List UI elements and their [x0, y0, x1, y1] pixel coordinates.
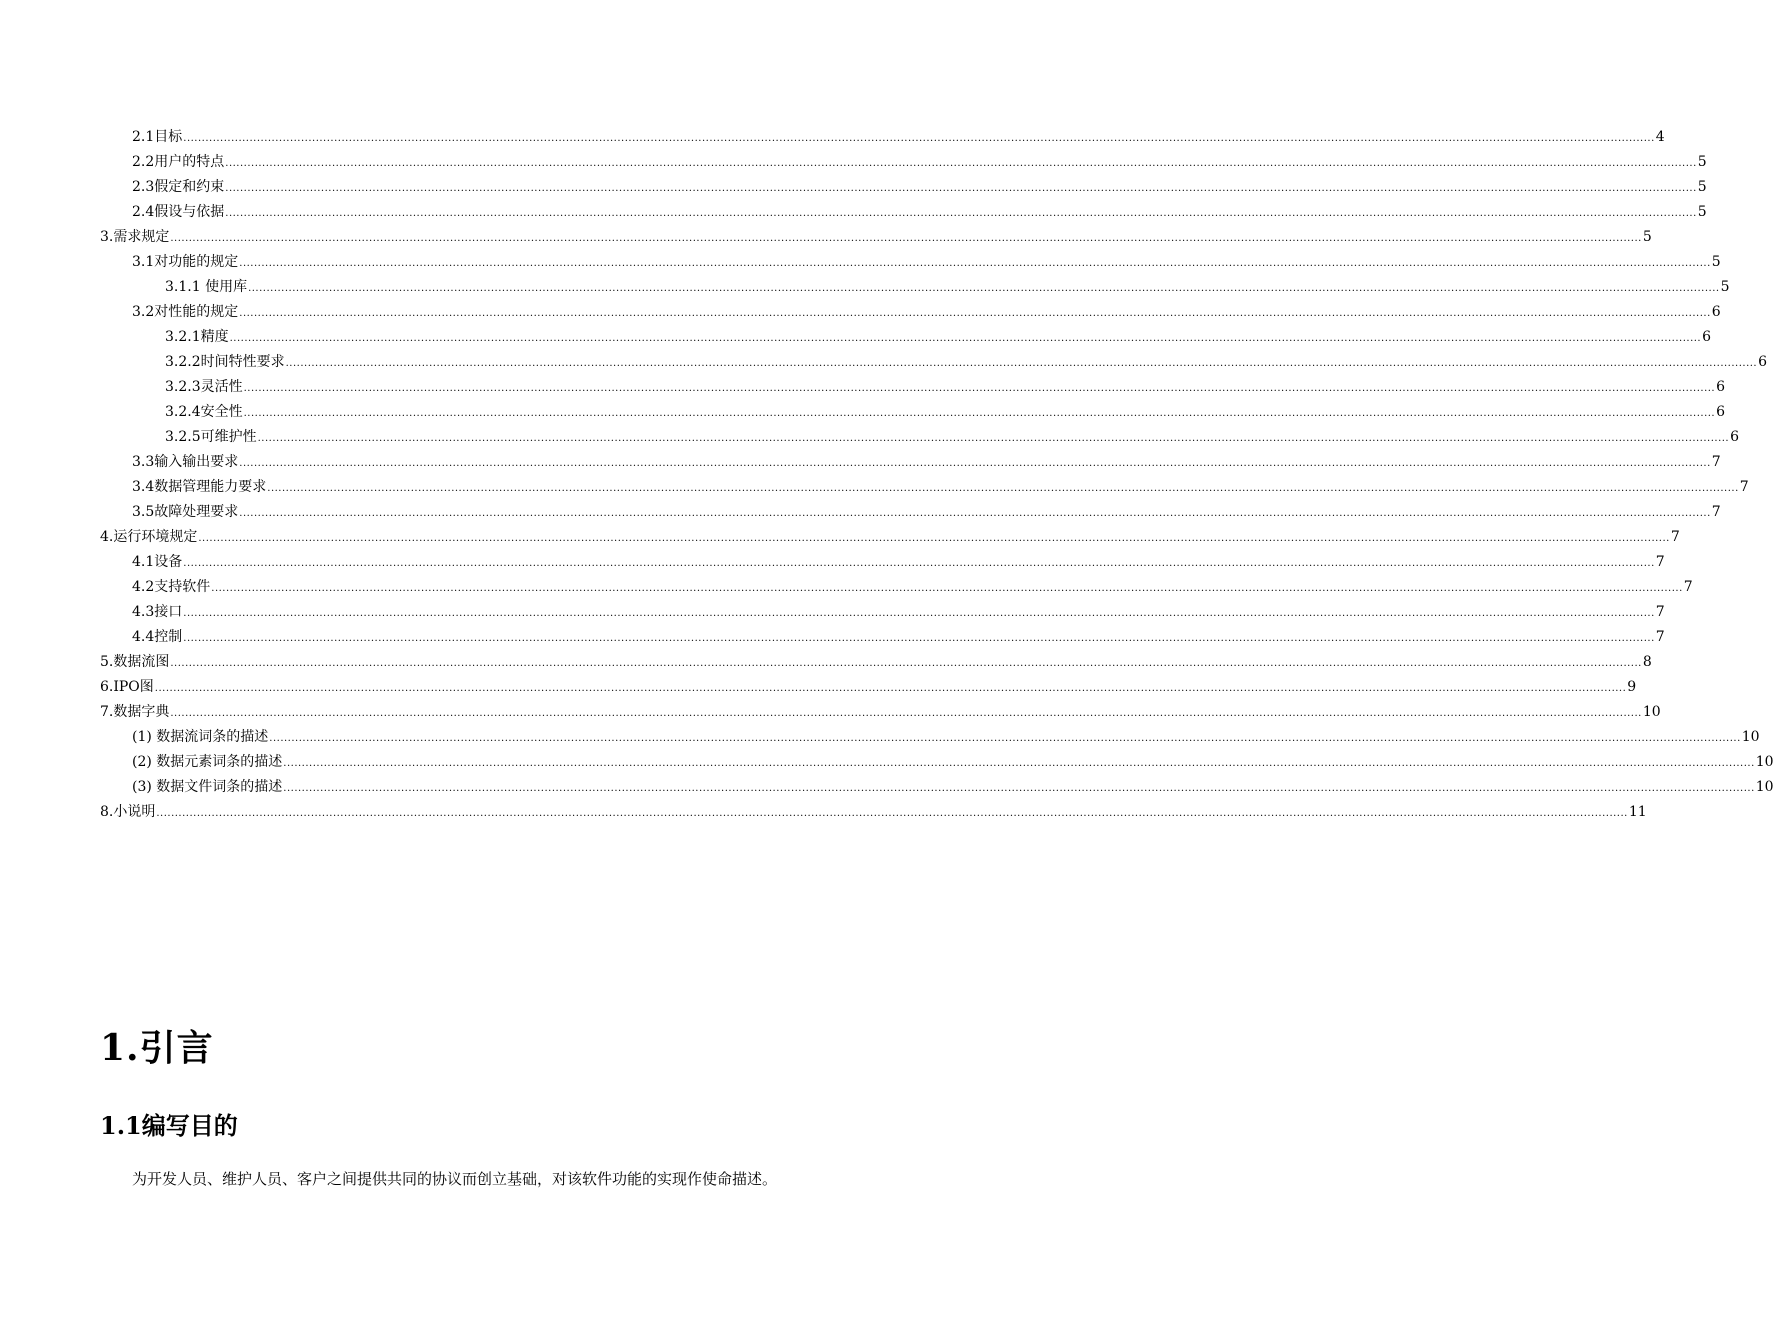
toc-entry[interactable] — [132, 125, 1665, 150]
toc-leader-dots: ................................................................................................................................................................................................................................................................................................................................................................................................................ — [239, 458, 1711, 469]
toc-entry-page: 5 — [1697, 179, 1707, 195]
toc-entry-label: 3.5故障处理要求 — [132, 504, 239, 520]
toc-entry-label: 3.2.4安全性 — [165, 404, 243, 420]
toc-leader-dots: ................................................................................................................................................................................................................................................................................................................................................................................................................ — [269, 733, 1741, 744]
toc-entry-label: 6.IPO图 — [100, 679, 154, 695]
toc-entry-page: 6 — [1716, 404, 1726, 420]
toc-entry-page: 6 — [1702, 329, 1712, 345]
toc-leader-dots: ................................................................................................................................................................................................................................................................................................................................................................................................................ — [156, 808, 1628, 819]
toc-entry[interactable] — [165, 325, 1712, 350]
toc-entry-page: 7 — [1655, 554, 1665, 570]
toc-entry-page: 5 — [1697, 204, 1707, 220]
toc-entry-page: 5 — [1720, 279, 1730, 295]
toc-entry-label: 3.2.1精度 — [165, 329, 229, 345]
toc-entry-label: 2.2用户的特点 — [132, 154, 225, 170]
toc-entry[interactable] — [132, 575, 1693, 600]
toc-entry-page: 10 — [1755, 754, 1774, 770]
toc-leader-dots: ................................................................................................................................................................................................................................................................................................................................................................................................................ — [257, 433, 1730, 444]
toc-leader-dots: ................................................................................................................................................................................................................................................................................................................................................................................................................ — [229, 333, 1702, 344]
toc-entry-label: 3.1.1 使用库 — [165, 279, 248, 295]
toc-leader-dots: ................................................................................................................................................................................................................................................................................................................................................................................................................ — [225, 158, 1697, 169]
toc-leader-dots: ................................................................................................................................................................................................................................................................................................................................................................................................................ — [239, 508, 1711, 519]
toc-leader-dots: ................................................................................................................................................................................................................................................................................................................................................................................................................ — [243, 383, 1716, 394]
toc-leader-dots: ................................................................................................................................................................................................................................................................................................................................................................................................................ — [239, 308, 1711, 319]
toc-entry-label: 2.3假定和约束 — [132, 179, 225, 195]
toc-leader-dots: ................................................................................................................................................................................................................................................................................................................................................................................................................ — [170, 708, 1642, 719]
toc-entry-page: 10 — [1642, 704, 1661, 720]
toc-entry-label: 3.1对功能的规定 — [132, 254, 239, 270]
toc-entry-label: 4.4控制 — [132, 629, 183, 645]
toc-entry-label: 4.2支持软件 — [132, 579, 211, 595]
toc-entry-page: 6 — [1730, 429, 1740, 445]
toc-entry[interactable] — [100, 700, 1661, 725]
toc-leader-dots: ................................................................................................................................................................................................................................................................................................................................................................................................................ — [248, 283, 1720, 294]
toc-leader-dots: ................................................................................................................................................................................................................................................................................................................................................................................................................ — [183, 133, 1655, 144]
toc-entry-label: 4.1设备 — [132, 554, 183, 570]
toc-entry[interactable] — [165, 400, 1726, 425]
toc-entry[interactable] — [165, 375, 1726, 400]
toc-entry[interactable] — [100, 675, 1637, 700]
toc-entry-page: 4 — [1655, 129, 1665, 145]
toc-entry-page: 5 — [1711, 254, 1721, 270]
toc-entry-label: 4.3接口 — [132, 604, 183, 620]
toc-entry-page: 7 — [1670, 529, 1680, 545]
toc-entry-label: 3.需求规定 — [100, 229, 170, 245]
toc-entry[interactable] — [132, 725, 1760, 750]
toc-entry[interactable] — [132, 150, 1707, 175]
toc-entry-label: (2) 数据元素词条的描述 — [132, 754, 283, 770]
toc-leader-dots: ................................................................................................................................................................................................................................................................................................................................................................................................................ — [211, 583, 1683, 594]
toc-entry[interactable] — [165, 425, 1740, 450]
purpose-paragraph: 为开发人员、维护人员、客户之间提供共同的协议而创立基础，对该软件功能的实现作使命描述。 — [132, 1170, 778, 1188]
toc-entry[interactable] — [165, 350, 1768, 375]
toc-leader-dots: ................................................................................................................................................................................................................................................................................................................................................................................................................ — [183, 633, 1655, 644]
toc-entry-page: 7 — [1711, 454, 1721, 470]
toc-entry[interactable] — [132, 300, 1721, 325]
toc-entry-page: 5 — [1697, 154, 1707, 170]
toc-leader-dots: ................................................................................................................................................................................................................................................................................................................................................................................................................ — [285, 358, 1758, 369]
heading-introduction: 1.引言 — [100, 1027, 214, 1069]
toc-entry-label: 2.4假设与依据 — [132, 204, 225, 220]
toc-entry-label: (3) 数据文件词条的描述 — [132, 779, 283, 795]
toc-entry-label: 2.1目标 — [132, 129, 183, 145]
toc-entry[interactable] — [165, 275, 1730, 300]
toc-entry-page: 9 — [1627, 679, 1637, 695]
toc-entry[interactable] — [100, 800, 1647, 825]
toc-entry-label: 5.数据流图 — [100, 654, 170, 670]
toc-leader-dots: ................................................................................................................................................................................................................................................................................................................................................................................................................ — [183, 558, 1655, 569]
toc-entry[interactable] — [132, 175, 1707, 200]
heading-purpose: 1.1编写目的 — [100, 1111, 238, 1140]
toc-entry-page: 11 — [1628, 804, 1647, 820]
toc-entry[interactable] — [132, 600, 1665, 625]
toc-entry-label: 8.小说明 — [100, 804, 156, 820]
toc-leader-dots: ................................................................................................................................................................................................................................................................................................................................................................................................................ — [183, 608, 1655, 619]
toc-entry-page: 6 — [1716, 379, 1726, 395]
toc-entry[interactable] — [100, 525, 1680, 550]
toc-entry-label: (1) 数据流词条的描述 — [132, 729, 269, 745]
toc-entry[interactable] — [132, 500, 1721, 525]
toc-leader-dots: ................................................................................................................................................................................................................................................................................................................................................................................................................ — [283, 783, 1755, 794]
toc-entry-label: 4.运行环境规定 — [100, 529, 198, 545]
toc-leader-dots: ................................................................................................................................................................................................................................................................................................................................................................................................................ — [170, 233, 1642, 244]
toc-leader-dots: ................................................................................................................................................................................................................................................................................................................................................................................................................ — [170, 658, 1642, 669]
toc-entry-page: 8 — [1642, 654, 1652, 670]
toc-entry-page: 5 — [1642, 229, 1652, 245]
toc-entry-label: 7.数据字典 — [100, 704, 170, 720]
toc-entry[interactable] — [132, 475, 1749, 500]
toc-entry-label: 3.3输入输出要求 — [132, 454, 239, 470]
toc-entry-page: 7 — [1739, 479, 1749, 495]
toc-entry-label: 3.2.5可维护性 — [165, 429, 257, 445]
toc-entry[interactable] — [132, 450, 1721, 475]
toc-entry[interactable] — [132, 250, 1721, 275]
toc-entry[interactable] — [100, 650, 1652, 675]
toc-entry-page: 7 — [1683, 579, 1693, 595]
toc-leader-dots: ................................................................................................................................................................................................................................................................................................................................................................................................................ — [225, 183, 1697, 194]
toc-entry-page: 10 — [1755, 779, 1774, 795]
toc-entry[interactable] — [132, 775, 1774, 800]
toc-entry[interactable] — [132, 550, 1665, 575]
toc-entry-label: 3.2对性能的规定 — [132, 304, 239, 320]
toc-entry[interactable] — [100, 225, 1652, 250]
toc-entry[interactable] — [132, 200, 1707, 225]
toc-leader-dots: ................................................................................................................................................................................................................................................................................................................................................................................................................ — [267, 483, 1739, 494]
toc-entry-label: 3.2.3灵活性 — [165, 379, 243, 395]
toc-leader-dots: ................................................................................................................................................................................................................................................................................................................................................................................................................ — [283, 758, 1755, 769]
toc-entry[interactable] — [132, 625, 1665, 650]
toc-entry-page: 7 — [1655, 604, 1665, 620]
toc-entry-page: 7 — [1655, 629, 1665, 645]
toc-leader-dots: ................................................................................................................................................................................................................................................................................................................................................................................................................ — [243, 408, 1716, 419]
toc-entry-page: 10 — [1741, 729, 1760, 745]
toc-entry-page: 6 — [1758, 354, 1768, 370]
toc-entry-page: 7 — [1711, 504, 1721, 520]
toc-entry-label: 3.4数据管理能力要求 — [132, 479, 267, 495]
toc-entry-page: 6 — [1711, 304, 1721, 320]
toc-leader-dots: ................................................................................................................................................................................................................................................................................................................................................................................................................ — [154, 683, 1627, 694]
toc-entry-label: 3.2.2时间特性要求 — [165, 354, 285, 370]
toc-leader-dots: ................................................................................................................................................................................................................................................................................................................................................................................................................ — [239, 258, 1711, 269]
toc-entry[interactable] — [132, 750, 1774, 775]
toc-leader-dots: ................................................................................................................................................................................................................................................................................................................................................................................................................ — [198, 533, 1670, 544]
toc-leader-dots: ................................................................................................................................................................................................................................................................................................................................................................................................................ — [225, 208, 1697, 219]
